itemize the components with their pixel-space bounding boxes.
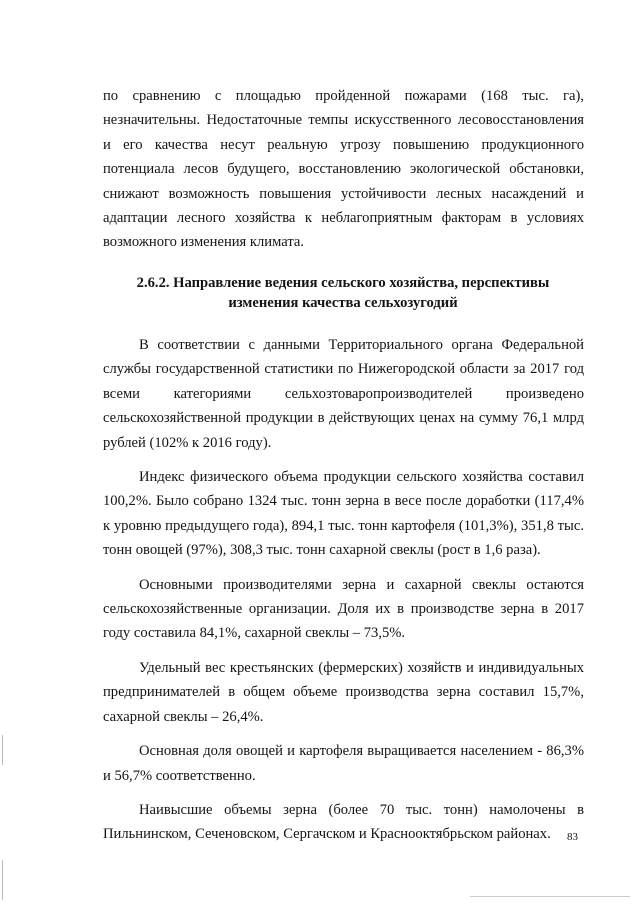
scan-bottom-mark <box>470 896 630 897</box>
section-heading <box>110 273 576 313</box>
scan-edge-mark <box>2 860 3 900</box>
section-body <box>103 333 584 847</box>
section-heading-line: 2.6.2. Направление ведения сельского хозяйства, перспективы <box>136 275 550 291</box>
scan-edge-mark <box>2 735 3 765</box>
page-number: 83 <box>567 831 578 843</box>
paragraph: В соответствии с данными Территориального органа Федеральной службы государственной статистики по Нижегородской области за 2017 год всеми категориями сельхозтоваропроизводителей произведено сельскохозяйственной продукции в действующих ценах на сумму 76,1 млрд рублей (102% к 2016 году). <box>103 337 584 451</box>
paragraph: Удельный вес крестьянских (фермерских) хозяйств и индивидуальных предпринимателей в общем объеме производства зерна составил 15,7%, сахарной свеклы – 26,4%. <box>103 659 584 725</box>
paragraph: Индекс физического объема продукции сельского хозяйства составил 100,2%. Было собрано 1324 тыс. тонн зерна в весе после доработки (117,4% к уровню предыдущего года), 894,1 тыс. тонн картофеля (101,3%), 351,8 тыс. тонн овощей (97%), 308,3 тыс. тонн сахарной свеклы (рост в 1,6 раза). <box>103 469 584 559</box>
paragraph: Основная доля овощей и картофеля выращивается населением - 86,3% и 56,7% соответственно. <box>103 743 584 784</box>
paragraph: Наивысшие объемы зерна (более 70 тыс. тонн) намолочены в Пильнинском, Сеченовском, Сергачском и Краснооктябрьском районах. <box>103 801 584 843</box>
section-heading-line: изменения качества сельхозугодий <box>228 295 458 311</box>
paragraph: Основными производителями зерна и сахарной свеклы остаются сельскохозяйственные организации. Доля их в производстве зерна в 2017 году составила 84,1%, сахарной свеклы – 73,5%. <box>103 576 584 642</box>
intro-text-block <box>103 84 584 255</box>
paragraph: по сравнению с площадью пройденной пожарами (168 тыс. га), незначительны. Недостаточные темпы искусственного лесовосстановления и его качества несут реальную угрозу повышению продукционного потенциала лесов будущего, восстановлению экологической обстановки, снижают возможность повышения устойчивости лесных насаждений и адаптации лесного хозяйства к неблагоприятным факторам в условиях возможного изменения климата. <box>103 88 584 251</box>
